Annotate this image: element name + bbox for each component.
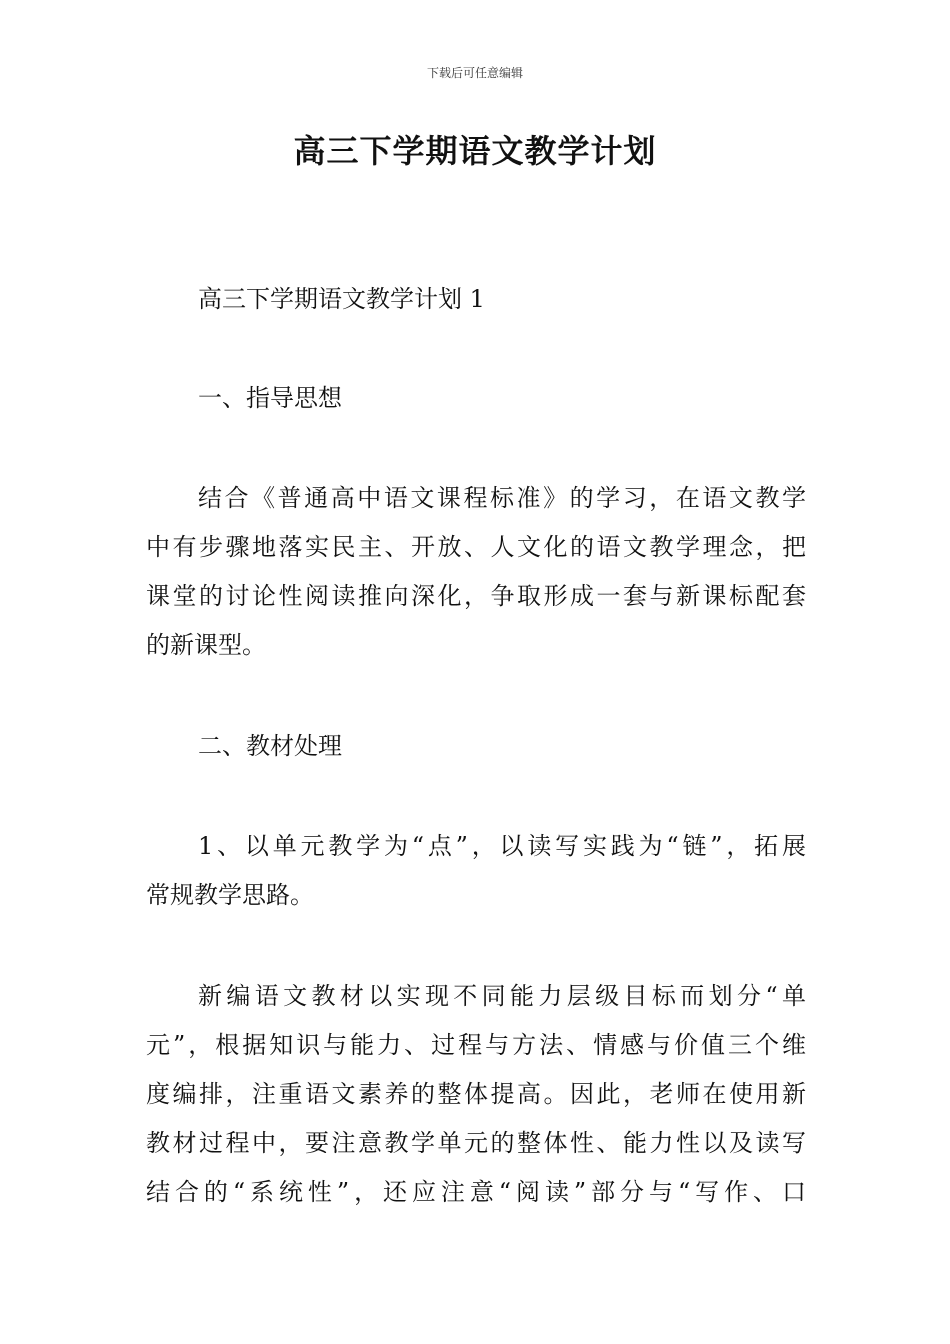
paragraph-line: 结合《普通高中语文课程标准》的学习，在语文教学 [198, 484, 806, 512]
paragraph-line: 教材过程中，要注意教学单元的整体性、能力性以及读写 [146, 1129, 806, 1157]
plan-subtitle-text: 高三下学期语文教学计划 1 [198, 285, 485, 313]
section-heading-text: 一、指导思想 [198, 384, 342, 412]
paragraph-line: 度编排，注重语文素养的整体提高。因此，老师在使用新 [146, 1080, 806, 1108]
section-heading-guiding-thought [146, 374, 806, 423]
paragraph-line: 新编语文教材以实现不同能力层级目标而划分“单 [198, 982, 806, 1010]
header-note: 下载后可任意编辑 [426, 66, 523, 80]
section-heading-text: 二、教材处理 [198, 732, 342, 760]
paragraph-guiding-thought [146, 474, 806, 670]
paragraph-line: 元”，根据知识与能力、过程与方法、情感与价值三个维 [146, 1031, 806, 1059]
paragraph-line: 1、以单元教学为“点”，以读写实践为“链”，拓展 [198, 832, 806, 860]
plan-subtitle [146, 275, 806, 324]
document-title: 高三下学期语文教学计划 [293, 132, 657, 170]
section-heading-textbook-handling [146, 722, 806, 771]
paragraph-item-1 [146, 822, 806, 920]
paragraph-new-textbook [146, 972, 806, 1217]
paragraph-line: 课堂的讨论性阅读推向深化，争取形成一套与新课标配套 [146, 582, 806, 610]
paragraph-line: 中有步骤地落实民主、开放、人文化的语文教学理念，把 [146, 533, 806, 561]
paragraph-line: 常规教学思路。 [146, 881, 314, 909]
paragraph-line: 结合的“系统性”，还应注意“阅读”部分与“写作、口 [146, 1178, 806, 1206]
paragraph-line: 的新课型。 [146, 631, 266, 659]
